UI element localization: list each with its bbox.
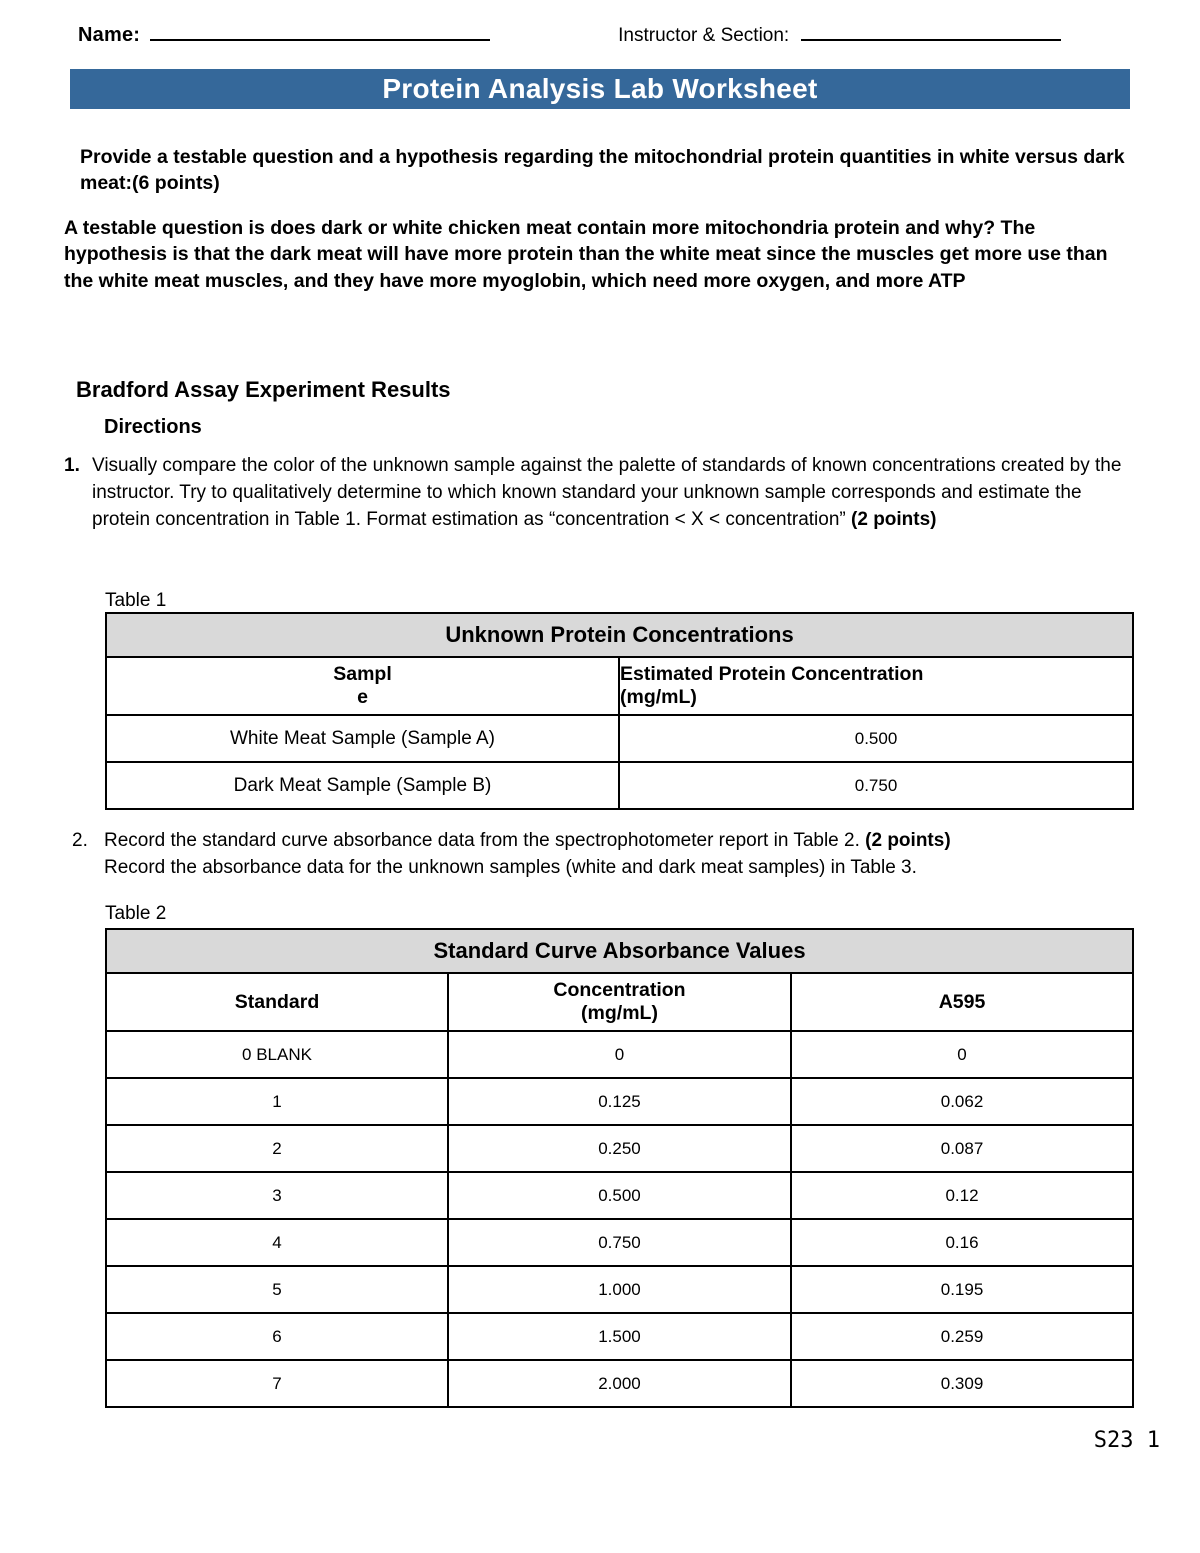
name-input-blank[interactable] <box>150 22 490 41</box>
table-row <box>106 1266 1133 1313</box>
table-1-sample-dark: Dark Meat Sample (Sample B) <box>106 762 619 809</box>
table-1-caption: Table 1 <box>105 590 167 611</box>
table-1-col-sample-header <box>106 657 619 715</box>
direction-item-2-text-b: Record the absorbance data for the unknown samples (white and dark meat samples) in Table 3. <box>104 856 917 878</box>
sample-header-line2: e <box>357 686 368 708</box>
table-row <box>106 1360 1133 1407</box>
direction-item-2-points: (2 points) <box>865 830 951 851</box>
direction-item-1-text: Visually compare the color of the unknown sample against the palette of standards of known concentrations created by the instructor. Try to qualitatively determine to which known standard your unknown sample corresponds and estimate the protein concentration in Table 1. Format estimation as “concentration < X < concentration” <box>92 455 1122 530</box>
table-row <box>106 1031 1133 1078</box>
table-row <box>106 1078 1133 1125</box>
table-2-col-a595-header: A595 <box>791 973 1133 1031</box>
table-2-a595-6[interactable]: 0.259 <box>791 1313 1133 1360</box>
table-2-concentration-1[interactable]: 0.125 <box>448 1078 791 1125</box>
table-1-concentration-dark[interactable]: 0.750 <box>619 762 1133 809</box>
table-2-standard-5: 5 <box>106 1266 448 1313</box>
direction-item-1-number: 1. <box>64 455 80 476</box>
table-2-col-concentration-header <box>448 973 791 1031</box>
name-label: Name: <box>78 24 141 46</box>
table-row <box>106 762 1133 809</box>
table-2-standard-curve-absorbance-values <box>105 928 1134 1408</box>
sample-header-line1: Sampl <box>333 663 392 685</box>
table-2-a595-1[interactable]: 0.062 <box>791 1078 1133 1125</box>
table-2-standard-6: 6 <box>106 1313 448 1360</box>
table-row-title <box>106 613 1133 657</box>
table-2-concentration-4[interactable]: 0.750 <box>448 1219 791 1266</box>
table-2-concentration-2[interactable]: 0.250 <box>448 1125 791 1172</box>
table-2-caption: Table 2 <box>105 903 167 924</box>
identity-row <box>78 22 1130 52</box>
table-1-sample-white: White Meat Sample (Sample A) <box>106 715 619 762</box>
prompt-answer: A testable question is does dark or white chicken meat contain more mitochondria protein and why? The hypothesis is that the dark meat will have more protein than the white meat since the muscles get more use than the white meat muscles, and they have more myoglobin, which need more oxygen, and more ATP <box>64 217 1108 292</box>
concentration-header-line2: (mg/mL) <box>620 686 697 708</box>
table-2-col-standard-header: Standard <box>106 973 448 1031</box>
table-2-standard-4: 4 <box>106 1219 448 1266</box>
table-2-a595-2[interactable]: 0.087 <box>791 1125 1133 1172</box>
direction-item-1-body <box>92 453 1144 534</box>
table-2-concentration-7[interactable]: 2.000 <box>448 1360 791 1407</box>
direction-item-2-text-a: Record the standard curve absorbance data from the spectrophotometer report in Table 2. <box>104 830 866 851</box>
table-2-concentration-6[interactable]: 1.500 <box>448 1313 791 1360</box>
table-1-col-concentration-header <box>619 657 1133 715</box>
table-1-title-cell: Unknown Protein Concentrations <box>106 613 1133 657</box>
t2-concentration-line1: Concentration <box>553 979 686 1001</box>
table-2-a595-7[interactable]: 0.309 <box>791 1360 1133 1407</box>
table-row <box>106 715 1133 762</box>
page-footer: S23 1 <box>1093 1428 1160 1453</box>
page-title: Protein Analysis Lab Worksheet <box>382 73 818 104</box>
direction-item-1 <box>64 453 1144 534</box>
instructor-input-blank[interactable] <box>801 22 1061 41</box>
table-2-concentration-3[interactable]: 0.500 <box>448 1172 791 1219</box>
table-2-concentration-5[interactable]: 1.000 <box>448 1266 791 1313</box>
table-row <box>106 1172 1133 1219</box>
table-2-a595-4[interactable]: 0.16 <box>791 1219 1133 1266</box>
table-2-title-cell: Standard Curve Absorbance Values <box>106 929 1133 973</box>
concentration-header-line1: Estimated Protein Concentration <box>620 662 924 685</box>
table-2-standard-1: 1 <box>106 1078 448 1125</box>
section-heading: Bradford Assay Experiment Results <box>76 377 451 402</box>
table-1-unknown-protein-concentrations <box>105 612 1134 810</box>
direction-item-2-number: 2. <box>72 830 88 851</box>
table-2-a595-0[interactable]: 0 <box>791 1031 1133 1078</box>
table-row <box>106 1219 1133 1266</box>
title-banner <box>70 69 1130 109</box>
table-1-concentration-white[interactable]: 0.500 <box>619 715 1133 762</box>
direction-item-2-body <box>104 828 1144 882</box>
table-row <box>106 1313 1133 1360</box>
direction-item-1-points: (2 points) <box>851 508 937 530</box>
table-row-title <box>106 929 1133 973</box>
table-2-a595-3[interactable]: 0.12 <box>791 1172 1133 1219</box>
instructor-section-label: Instructor & Section: <box>618 25 790 46</box>
table-2-standard-2: 2 <box>106 1125 448 1172</box>
table-2-standard-3: 3 <box>106 1172 448 1219</box>
table-row <box>106 1125 1133 1172</box>
table-2-standard-0: 0 BLANK <box>106 1031 448 1078</box>
t2-concentration-line2: (mg/mL) <box>581 1002 658 1024</box>
table-2-standard-7: 7 <box>106 1360 448 1407</box>
table-2-concentration-0[interactable]: 0 <box>448 1031 791 1078</box>
directions-heading: Directions <box>104 416 202 438</box>
table-row-header <box>106 973 1133 1031</box>
table-row-header <box>106 657 1133 715</box>
table-2-a595-5[interactable]: 0.195 <box>791 1266 1133 1313</box>
direction-item-2 <box>72 828 1144 882</box>
instructor-group <box>618 22 1130 47</box>
prompt-question <box>80 145 1138 197</box>
prompt-question-text: Provide a testable question and a hypothesis regarding the mitochondrial protein quantities in white versus dark meat: <box>80 146 1125 194</box>
prompt-question-points: (6 points) <box>132 171 220 194</box>
